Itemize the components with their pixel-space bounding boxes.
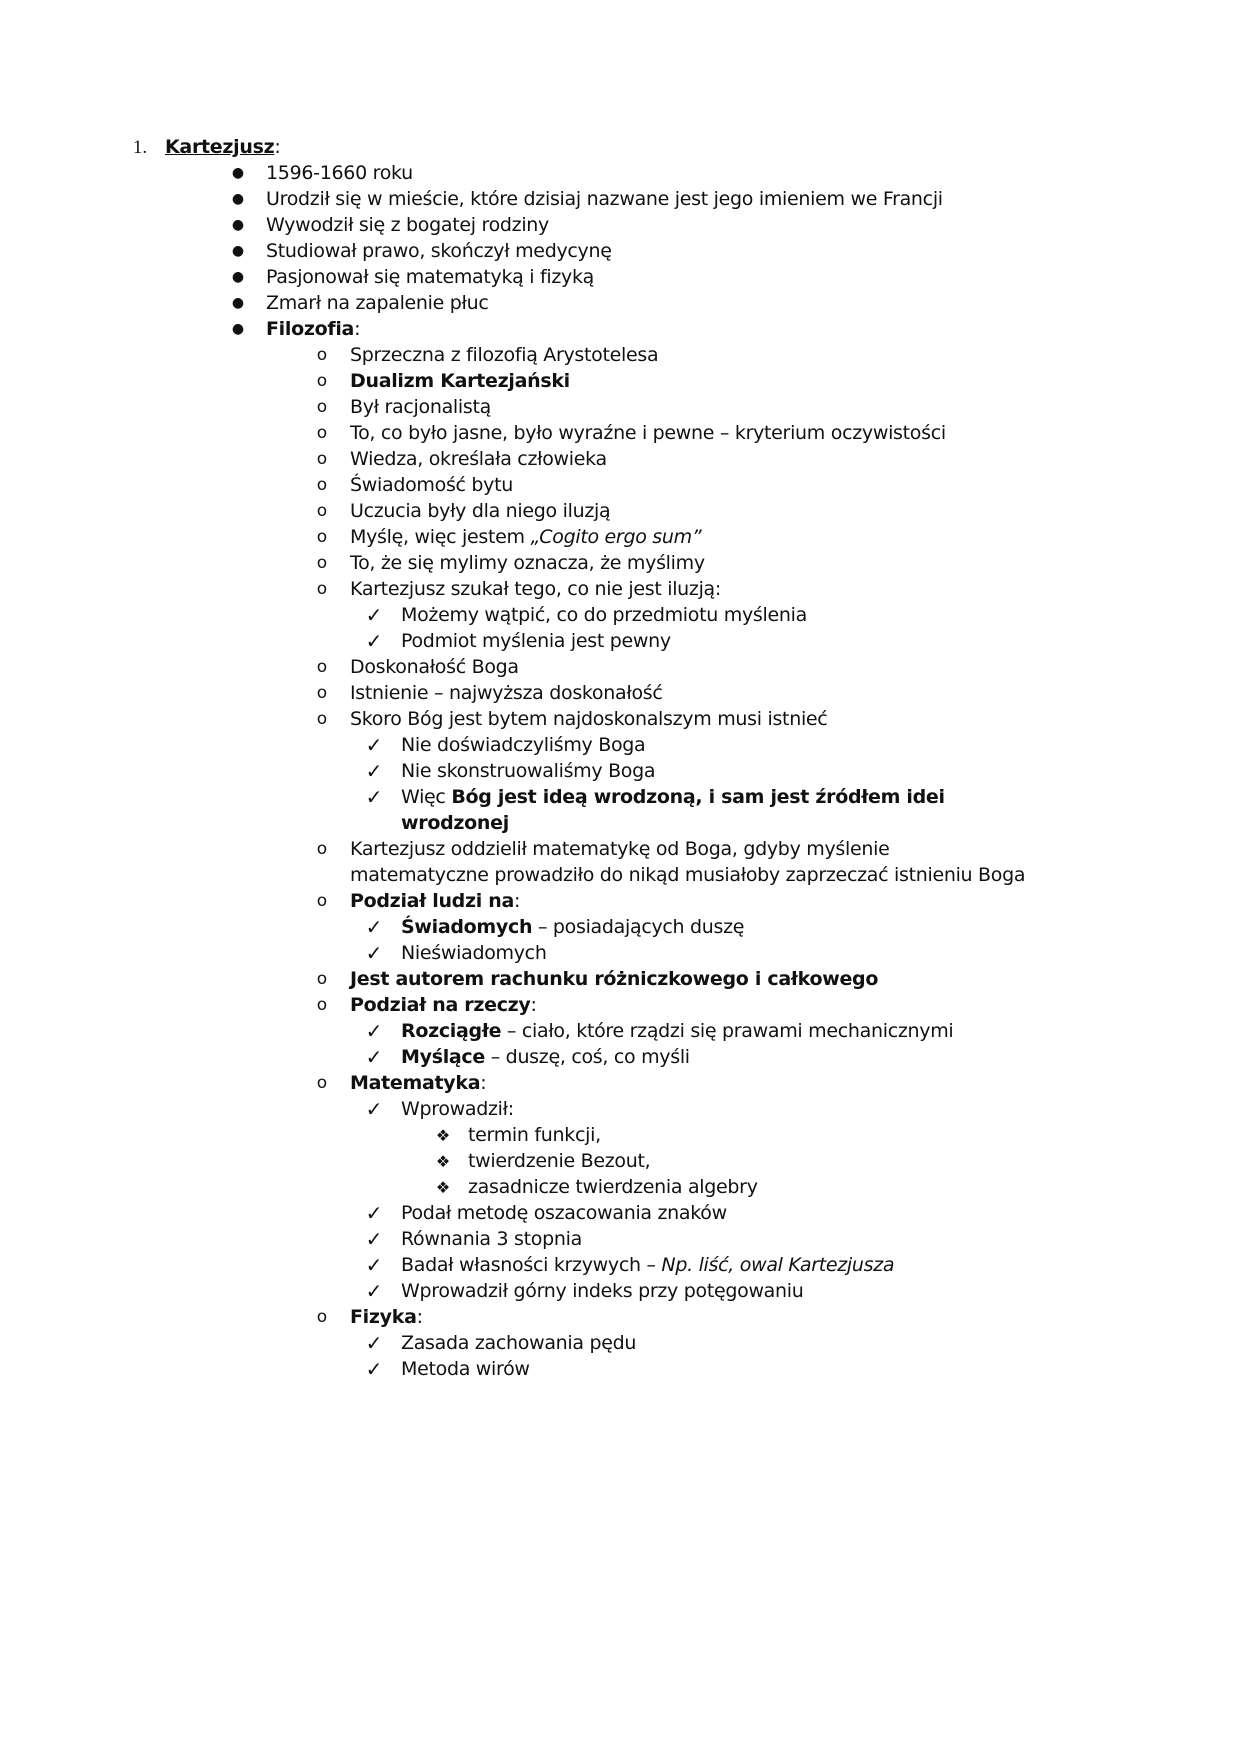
checkmark-icon: ✓ [365,1045,383,1069]
sub-item [401,1017,953,1046]
matematyka-label: Matematyka [350,1072,481,1094]
sub-item [401,913,744,942]
list-item [350,1303,423,1332]
list-item: Kartezjusz oddzielił matematykę od Boga, gdyby myślenie [350,838,890,860]
sub-item: Możemy wątpić, co do przedmiotu myślenia [401,604,807,626]
circle-bullet-icon: o [316,839,328,859]
diamond-bullet-icon: ❖ [435,1126,451,1145]
sub-item: Równania 3 stopnia [401,1228,582,1250]
bullet-item: Urodził się w mieście, które dzisiaj nazwane jest jego imieniem we Francji [266,188,943,210]
fizyka-label: Fizyka [350,1306,417,1328]
list-item: Świadomość bytu [350,474,514,496]
circle-bullet-icon: o [316,1073,328,1093]
sub-sub-item: zasadnicze twierdzenia algebry [468,1176,758,1198]
myslace-label: Myślące [401,1046,485,1068]
title-kartezjusz: Kartezjusz [165,136,275,158]
filozofia-heading [266,315,360,344]
list-item: Jest autorem rachunku różniczkowego i całkowego [350,968,879,990]
sub-item-continuation: wrodzonej [401,812,509,834]
sub-item: Wprowadził górny indeks przy potęgowaniu [401,1280,804,1302]
list-item: To, co było jasne, było wyraźne i pewne – kryterium oczywistości [350,422,946,444]
swiadomych-label: Świadomych [401,916,533,938]
sub-item [401,1251,894,1280]
circle-bullet-icon: o [316,371,328,391]
circle-bullet-icon: o [316,345,328,365]
list-item: Doskonałość Boga [350,656,519,678]
bullet-item: Pasjonował się matematyką i fizyką [266,266,595,288]
circle-bullet-icon: o [316,995,328,1015]
badal-text: Badał własności krzywych – [401,1254,662,1276]
sub-item: Nieświadomych [401,942,547,964]
podzial-ludzi-suffix: : [514,890,521,912]
circle-bullet-icon: o [316,579,328,599]
circle-bullet-icon: o [316,501,328,521]
circle-bullet-icon: o [316,969,328,989]
circle-bullet-icon: o [316,683,328,703]
list-item: Istnienie – najwyższa doskonałość [350,682,663,704]
circle-bullet-icon: o [316,475,328,495]
checkmark-icon: ✓ [365,915,383,939]
matematyka-suffix: : [480,1072,487,1094]
section-title [165,133,280,162]
sub-item [401,783,945,812]
checkmark-icon: ✓ [365,1227,383,1251]
circle-bullet-icon: o [316,397,328,417]
checkmark-icon: ✓ [365,629,383,653]
podzial-rzeczy-label: Podział na rzeczy [350,994,531,1016]
title-suffix: : [274,136,281,158]
list-item: Dualizm Kartezjański [350,370,570,392]
checkmark-icon: ✓ [365,733,383,757]
swiadomych-desc: – posiadających duszę [532,916,745,938]
list-item [350,887,520,916]
sub-sub-item: termin funkcji, [468,1124,601,1146]
badal-example: Np. liść, owal Kartezjusza [661,1254,895,1276]
circle-bullet-icon: o [316,709,328,729]
sub-item: Metoda wirów [401,1358,530,1380]
circle-bullet-icon: o [316,449,328,469]
sub-item [401,1043,690,1072]
sub-item: Podmiot myślenia jest pewny [401,630,671,652]
checkmark-icon: ✓ [365,1201,383,1225]
circle-bullet-icon: o [316,891,328,911]
list-item [350,1069,486,1098]
rozciagle-label: Rozciągłe [401,1020,502,1042]
podzial-rzeczy-suffix: : [530,994,537,1016]
bullet-item: Zmarł na zapalenie płuc [266,292,489,314]
bullet-icon: ● [231,165,245,181]
bullet-icon: ● [231,295,245,311]
list-item: Uczucia były dla niego iluzją [350,500,611,522]
bullet-item: Wywodził się z bogatej rodziny [266,214,549,236]
circle-bullet-icon: o [316,553,328,573]
list-item: Kartezjusz szukał tego, co nie jest iluzją: [350,578,722,600]
sub-item: Nie skonstruowaliśmy Boga [401,760,656,782]
list-item: To, że się mylimy oznacza, że myślimy [350,552,705,574]
checkmark-icon: ✓ [365,1097,383,1121]
diamond-bullet-icon: ❖ [435,1178,451,1197]
sub-item: Nie doświadczyliśmy Boga [401,734,646,756]
list-item [350,991,537,1020]
checkmark-icon: ✓ [365,1019,383,1043]
podzial-ludzi-label: Podział ludzi na [350,890,515,912]
list-item: Sprzeczna z filozofią Arystotelesa [350,344,659,366]
checkmark-icon: ✓ [365,603,383,627]
bullet-icon: ● [231,269,245,285]
sub-item: Wprowadził: [401,1098,514,1120]
bullet-icon: ● [231,321,245,337]
checkmark-icon: ✓ [365,785,383,809]
circle-bullet-icon: o [316,1307,328,1327]
checkmark-icon: ✓ [365,1279,383,1303]
list-item-continuation: matematyczne prowadziło do nikąd musiałoby zaprzeczać istnieniu Boga [350,864,1026,886]
fizyka-suffix: : [416,1306,423,1328]
filozofia-suffix: : [354,318,361,340]
filozofia-label: Filozofia [266,318,355,340]
bullet-icon: ● [231,191,245,207]
list-item: Był racjonalistą [350,396,491,418]
mysle-text: Myślę, więc jestem [350,526,531,548]
sub-sub-item: twierdzenie Bezout, [468,1150,651,1172]
checkmark-icon: ✓ [365,1331,383,1355]
checkmark-icon: ✓ [365,759,383,783]
cogito-quote: „Cogito ergo sum” [530,526,702,548]
wiec-text: Więc [401,786,452,808]
checkmark-icon: ✓ [365,1357,383,1381]
list-item [350,523,701,552]
list-item: Wiedza, określała człowieka [350,448,607,470]
bullet-icon: ● [231,217,245,233]
circle-bullet-icon: o [316,657,328,677]
circle-bullet-icon: o [316,527,328,547]
rozciagle-desc: – ciało, które rządzi się prawami mechanicznymi [501,1020,954,1042]
bullet-icon: ● [231,243,245,259]
wiec-bold: Bóg jest ideą wrodzoną, i sam jest źródłem idei [451,786,945,808]
bullet-item: 1596-1660 roku [266,162,413,184]
section-number: 1. [132,137,148,158]
list-item: Skoro Bóg jest bytem najdoskonalszym musi istnieć [350,708,828,730]
sub-item: Zasada zachowania pędu [401,1332,637,1354]
checkmark-icon: ✓ [365,941,383,965]
myslace-desc: – duszę, coś, co myśli [485,1046,690,1068]
sub-item: Podał metodę oszacowania znaków [401,1202,727,1224]
checkmark-icon: ✓ [365,1253,383,1277]
diamond-bullet-icon: ❖ [435,1152,451,1171]
bullet-item: Studiował prawo, skończył medycynę [266,240,612,262]
circle-bullet-icon: o [316,423,328,443]
